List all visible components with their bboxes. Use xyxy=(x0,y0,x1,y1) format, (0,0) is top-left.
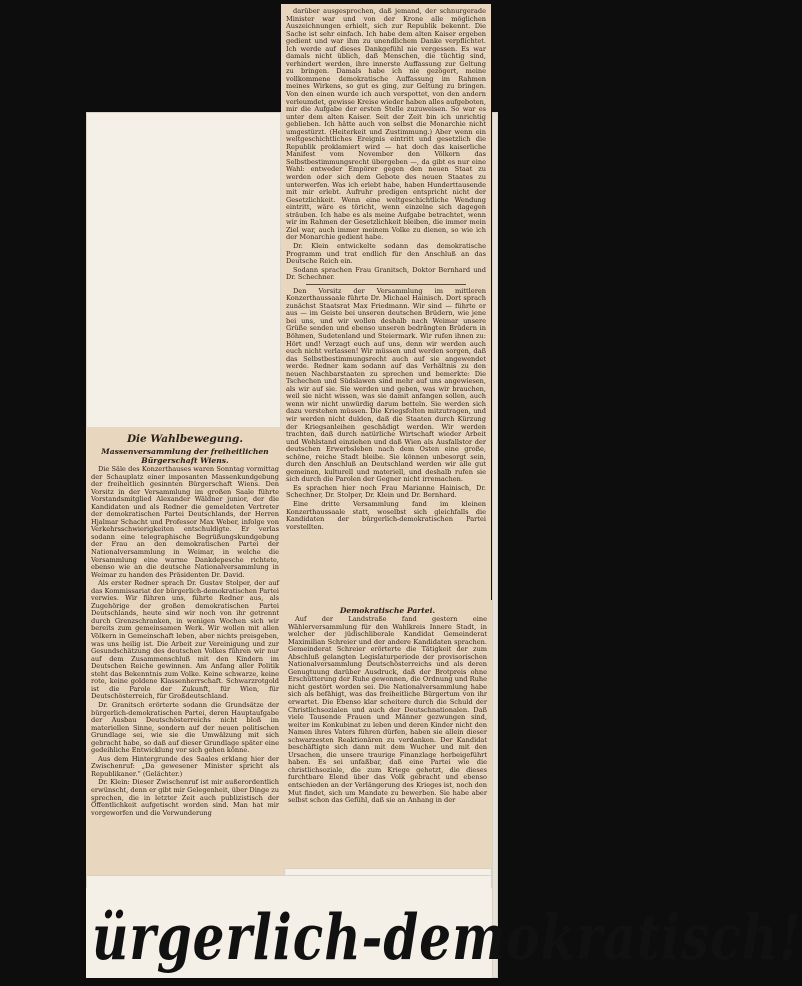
paper-backing-top xyxy=(86,112,281,428)
article-column-left-text xyxy=(91,431,279,871)
article-column-right-text xyxy=(288,604,487,864)
paragraph: Sodann sprachen Frau Granitsch, Doktor Bernhard und Dr. Schechner. xyxy=(286,265,486,282)
paragraph: Aus dem Hintergrunde des Saales erklang hier der Zwischenruf: „Da gewesener Minister spricht als Republikaner.“ (Gelächter.) xyxy=(91,754,279,778)
paper-backing-bottom xyxy=(86,875,492,889)
paragraph: Den Vorsitz der Versammlung im mittleren Konzerthaussaale führte Dr. Michael Hainisch. Dort sprach zunächst Staatsrat Max Friedmann. Wir sind — führte er aus — im Geiste bei unseren deutschen Brüdern, wie jene bei uns, und wir wollen deshalb nach Weimar unsere Grüße senden und ebenso unseren bedrängten Brüdern in Böhmen, Sudetenland und Steiermark. Wir rufen ihnen zu: Hört und! Verzagt euch auf uns, denn wir werden auch euch nicht verlassen! Wir müssen und werden sorgen, daß das Selbstbestimmungsrecht auch auf sie angewendet werde. Redner kam sodann auf das Verhältnis zu den neuen Nachbarstaaten zu sprechen und bemerkte: Die Tschechen und Südslawen sind mehr auf uns angewiesen, als wir auf sie. Sie werden und geben, was wir brauchen, weil sie nicht wissen, was sie damit anfangen sollen, auch wenn wir nicht unwürdig darum betteln. Sie werden sich dazu verstehen müssen. Die Kriegsfolten mitzutragen, und wir werden nicht dulden, daß die Staaten durch Kürzung der Kriegsanleihen geschädigt werden. Wir werden trachten, daß durch natürliche Wirtschaft wieder Arbeit und Wohlstand einziehen und daß Wien als Ausfallstor der deutschen Erwerbsleben nach dem Osten eine große, schöne, reiche Stadt bleibe. Sie können unbesorgt sein, durch den Anschluß an Deutschland werden wir alle gut gemeinen, kulturell und materiell, und deshalb rufen sie sich durch die Parolen der Gegner nicht irremachen. xyxy=(286,286,486,484)
paper-gap xyxy=(284,868,492,876)
article-subheadline: Massenversammlung der freiheitlichen Bürgerschaft Wiens. xyxy=(101,447,269,465)
paragraph: Die Säle des Konzerthauses waren Sonntag vormittag der Schauplatz einer imposanten Massenkundgebung der freiheitlich gesinnten Bürgerschaft Wiens. Den Vorsitz in der Versammlung im großen Saale führte Vorstandsmitglied Alexander Wäldner junior, der die Kandidaten und als Redner die gemeldeten Vertreter der demokratischen Partei Deutschlands, der Herren Hjalmar Schacht und Professor Max Weber, infolge von Verkehrsschwierigkeiten entschuldigte. Er verlas sodann eine telegraphische Begrüßungskundgebung der Frau an den demokratischen Partei der Nationalversammlung in Weimar, in welche die Versammlung eine warme Dankdepesche richtete, ebenso wie an die deutsche Nationalversammlung in Weimar zu handen des Präsidenten Dr. David. xyxy=(91,465,279,579)
divider xyxy=(306,284,466,285)
paragraph: Dr. Klein: Dieser Zwischenruf ist mir außerordentlich erwünscht, denn er gibt mir Gelegenheit, über Dinge zu sprechen, die in letzter Zeit auch publizistisch der Öffentlichkeit aufgetischt worden sind. Man hat mir vorgeworfen und die Verwunderung xyxy=(91,778,279,817)
article-column-left xyxy=(86,427,284,875)
paper-backing-edge xyxy=(492,112,498,978)
banner-text: ürgerlich-demokratisch! xyxy=(92,900,802,974)
section-headline: Demokratische Partei. xyxy=(339,606,436,615)
paragraph: darüber ausgesprochen, daß jemand, der schnurgerade Minister war und von der Krone alle möglichen Auszeichnungen erhielt, sich zur Republik bekennt. Die Sache ist sehr einfach. Ich habe dem alten Kaiser ergeben gedient und war ihm zu unendlichem Danke verpflichtet. Ich werde auf dieses Dankgefühl nie vergessen. Es war damals nicht üblich, daß Menschen, die tüchtig sind, verhindert werden, ihre innerste Auffassung zur Geltung zu bringen. Damals habe ich nie gezögert, meine vollkommene demokratische Auffassung im Rahmen meines Wirkens, so gut es ging, zur Geltung zu bringen. Von den einen wurde ich auch verspottet, von den andern verleumdet, gewisse Kreise wieder haben alles aufgeboten, mir die Aufgabe der ersten Stelle zuzuweisen. So war es unter dem alten Kaiser. Seit der Zeit bin ich unrichtig geblieben. Ich hätte auch von selbst die Monarchie nicht umgestürzt. (Heiterkeit und Zustimmung.) Aber wenn ein weltgeschichtliches Ereignis eintritt und gesetzlich die Republik proklamiert wird — hat doch das kaiserliche Manifest vom November den Völkern das Selbstbestimmungsrecht übergeben —, da gibt es nur eine Wahl: entweder Empörer gegen den neuen Staat zu werden oder sich dem Gebote des neuen Staates zu unterwerfen. Was ich erlebt habe, haben Hunderttausende mit mir erlebt. Aufruhr predigen entspricht nicht der Gesetzlichkeit. Wenn eine weltgeschichtliche Wendung eintritt, wäre es töricht, wenn einzelne sich dagegen sträuben. Ich habe es als meine Aufgabe betrachtet, wenn wir im Rahmen der Gesetzlichkeit bleiben, die immer mein Ziel war, auch immer meinem Volke zu dienen, so wie ich der Monarchie gedient habe. xyxy=(286,7,486,242)
article-column-right xyxy=(283,600,492,868)
paragraph: Es sprachen hier noch Frau Marianne Hainisch, Dr. Schechner, Dr. Stolper, Dr. Klein und Dr. Bernhard. xyxy=(286,483,486,500)
article-column-top-text xyxy=(286,8,486,596)
banner-headline xyxy=(86,888,802,978)
paragraph: Auf der Landstraße fand gestern eine Wählerversammlung für den Wahlkreis Innere Stadt, in welcher der jüdischliberale Kandidat Gemeinderat Maximilian Schreier und der andere Kandidaten sprachen. Gemeinderat Schreier erörterte die Tätigkeit der zum Abschluß gelangten Legislaturperiode der provisorischen Nationalversammlung Deutschösterreichs und als deren Genugtuung darüber Ausdruck, daß der Brotpreis ohne Erschütterung der Ruhe gewonnen, die Ordnung und Ruhe nicht gestört worden sei. Die Nationalversammlung habe sich als befähigt, was das freiheitliche Bürgertum von ihr erwartet. Die Ebenso klar scheitere durch die Schuld der Christlichsozialen und auch der Deutschnationalen. Daß viele Tausende Frauen und Männer gezwungen sind, weiter im Konkubinat zu leben und deren Kinder nicht den Namen ihres Vaters führen dürfen, haben sie allein dieser schwarzesten Reaktionären zu verdanken. Der Kandidat beschäftigte sich dann mit dem Wucher und mit den Ursachen, die unsere traurige Finanzlage herbeigeführt haben. Es sei unfaßbar, daß eine Partei wie die christlichsoziale, die zum Kriege gehetzt, die dieses furchtbare Elend über das Volk gebracht und ebenso entschieden an der Verlängerung des Krieges ist, noch den Mut findet, sich um Mandate zu bewerben. Sie habe aber selbst schon das Gefühl, daß sie an Anhang in der xyxy=(288,615,487,805)
paragraph: Dr. Granitsch erörterte sodann die Grundsätze der bürgerlich-demokratischen Partei, deren Hauptaufgabe der Ausbau Deutschösterreichs nicht bloß im materiellen Sinne, sondern auf der neuen politischen Grundlage sei, wie sie die Umwälzung mit sich gebracht habe, so daß auf dieser Grundlage später eine gedeihliche Entwicklung vor sich gehen könne. xyxy=(91,700,279,755)
article-headline: Die Wahlbewegung. xyxy=(126,433,244,445)
paragraph: Eine dritte Versammlung fand im kleinen Konzerthaussaale statt, woselbst sich gleichfalls die Kandidaten der bürgerlich-demokratischen Partei vorstellten. xyxy=(286,500,486,531)
article-column-top xyxy=(281,4,491,600)
paragraph: Als erster Redner sprach Dr. Gustav Stolper, der auf das Kommissariat der bürgerlich-demokratischen Partei verwies. Wir führen uns, führte Redner aus, als Zugehörige der großen demokratischen Partei Deutschlands, heute sind wir noch von ihr getrennt durch Grenzschranken, in wenigen Wochen sich wir bereits zum gemeinsamen Werk. Wir wollen mit allen Völkern in Gemeinschaft leben, aber nichts preisgeben, was uns heilig ist. Die Arbeit zur Vereinigung und zur Gesundschätzung des deutschen Volkes führen wir nur auf dem Zusammenschluß mit den Kindern im Deutschen Reiche gewinnen. Am Anfang aller Politik steht das Bekenntnis zum Volke. Keine schwarze, keine rote, keine goldene Klassenherrschaft. Schwarzrotgold ist die Parole der Zukunft, für Wien, für Deutschösterreich, für Großdeutschland. xyxy=(91,579,279,701)
paragraph: Dr. Klein entwickelte sodann das demokratische Programm und trat endlich für den Anschluß an das Deutsche Reich ein. xyxy=(286,241,486,266)
